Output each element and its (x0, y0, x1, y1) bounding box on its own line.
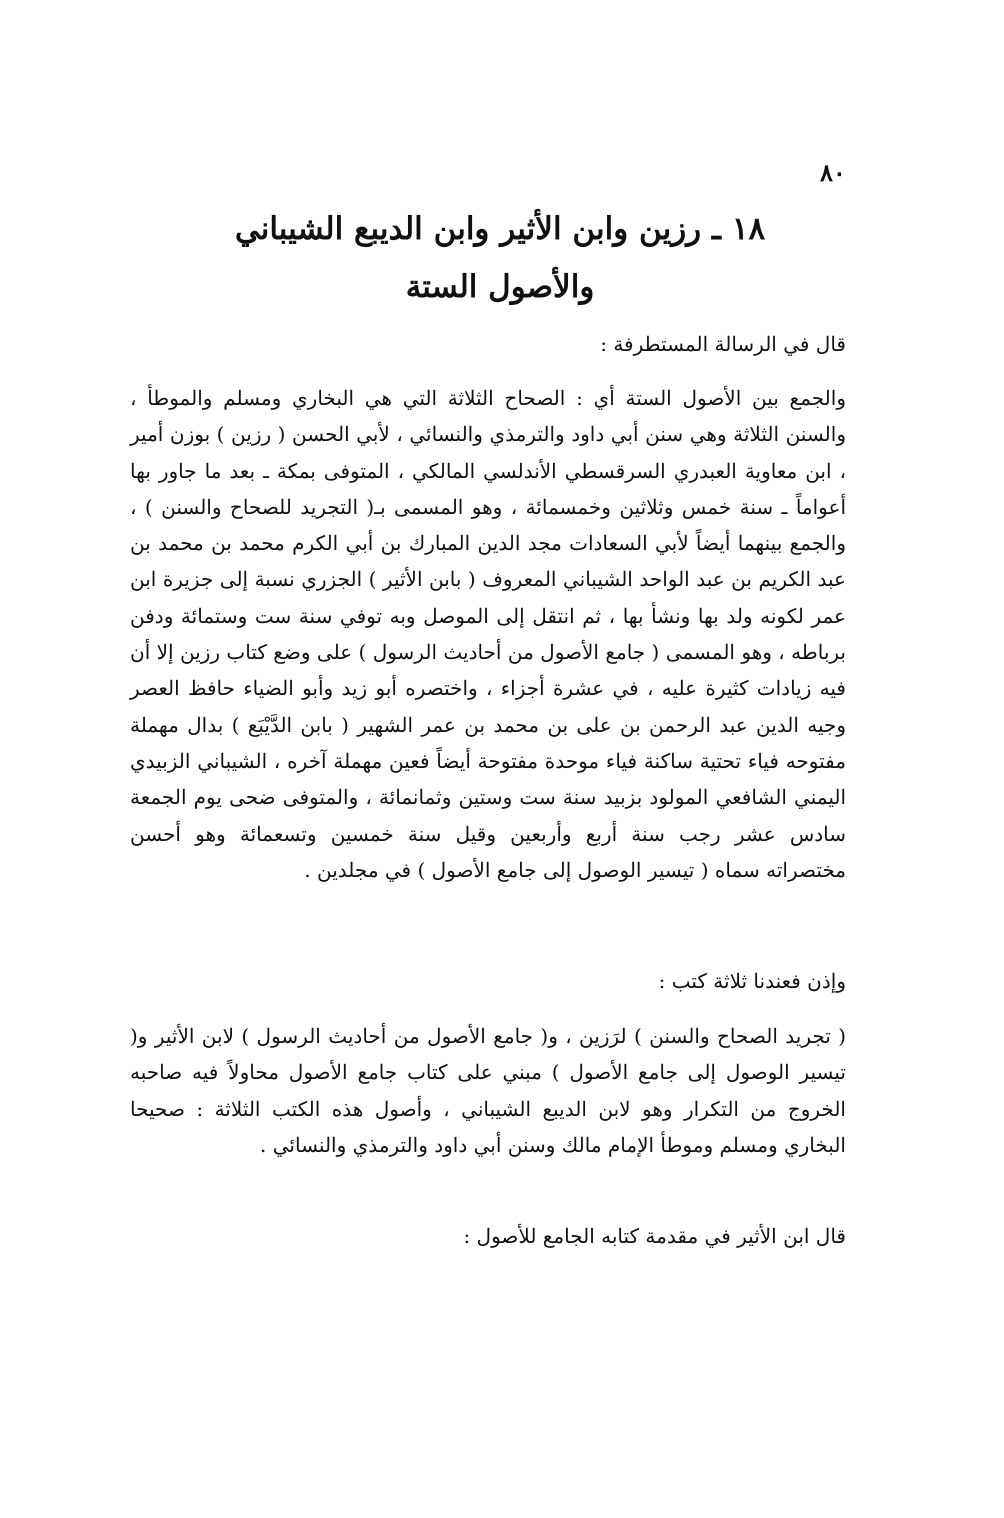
chapter-title-line-2: والأصول الستة (405, 269, 595, 305)
paragraph-main: والجمع بين الأصول الستة أي : الصحاح الثلاثة التي هي البخاري ومسلم والموطأ ، والسنن الثلاثة وهي سنن أبي داود والترمذي والنسائي ، لأبي الحسن ( رزين ) بوزن أمير ، ابن معاوية العبدري السرقسطي الأندلسي المالكي ، المتوفى بمكة ـ بعد ما جاور بها أعواماً ـ سنة خمس وثلاثين وخمسمائة ، وهو المسمى بـ( التجريد للصحاح والسنن ) ، والجمع بينهما أيضاً لأبي السعادات مجد الدين المبارك بن أبي الكرم محمد بن محمد بن عبد الكريم بن عبد الواحد الشيباني المعروف ( بابن الأثير ) الجزري نسبة إلى جزيرة ابن عمر لكونه ولد بها ونشأ بها ، ثم انتقل إلى الموصل وبه توفي سنة ست وستمائة ودفن برباطه ، وهو المسمى ( جامع الأصول من أحاديث الرسول ) على وضع كتاب رزين إلا أن فيه زيادات كثيرة عليه ، في عشرة أجزاء ، واختصره أبو زيد وأبو الضياء حافظ العصر وجيه الدين عبد الرحمن بن على بن محمد بن عمر الشهير ( بابن الدَّيْبَع ) بدال مهملة مفتوحه فياء تحتية ساكنة فياء موحدة مفتوحة أيضاً فعين مهملة آخره ، الشيباني الزبيدي اليمني الشافعي المولود بزبيد سنة ست وستين وثمانمائة ، والمتوفى ضحى يوم الجمعة سادس عشر رجب سنة أربع وأربعين وقيل سنة خمسين وتسعمائة وهو أحسن مختصراته سماه ( تيسير الوصول إلى جامع الأصول ) في مجلدين . (130, 386, 847, 882)
chapter-title-line-1: ١٨ ـ رزين وابن الأثير وابن الديبع الشيباني (234, 211, 766, 247)
page-number: ٨٠ (820, 158, 846, 187)
paragraph-three-books-intro: وإذن فعندنا ثلاثة كتب : (658, 969, 846, 993)
chapter-title (140, 200, 860, 316)
paragraph-intro: قال في الرسالة المستطرفة : (600, 332, 846, 356)
paragraph-ibn-al-athir-quote: قال ابن الأثير في مقدمة كتابه الجامع للأصول : (463, 1224, 846, 1248)
paragraph-three-books: ( تجريد الصحاح والسنن ) لرَزين ، و( جامع الأصول من أحاديث الرسول ) لابن الأثير و( تيسير الوصول إلى جامع الأصول ) مبني على كتاب جامع الأصول محاولاً فيه صاحبه الخروج من التكرار وهو لابن الديبع الشيباني ، وأصول هذه الكتب الثلاثة : صحيحا البخاري ومسلم وموطأ الإمام مالك وسنن أبي داود والترمذي والنسائي . (130, 1024, 846, 1157)
